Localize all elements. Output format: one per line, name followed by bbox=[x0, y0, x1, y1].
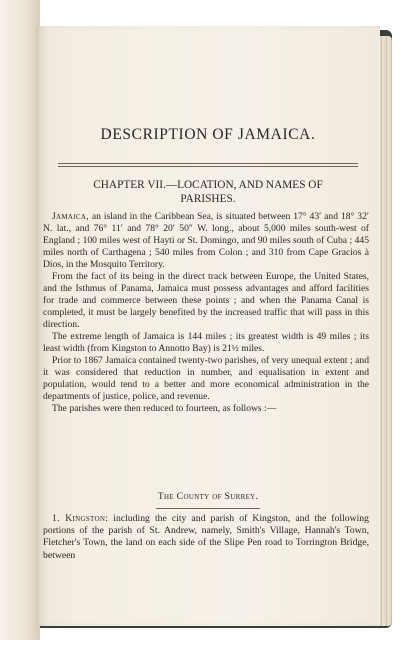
chapter-heading bbox=[58, 178, 358, 206]
paragraph-trade: From the fact of its being in the direct track between Europe, the United States, and the Isthmus of Panama, Jamaica must possess advantages and afford facilities for trade and commerce between these points ; and when the Panama Canal is completed, it must be largely benefited by the increased traffic that will pass in this direction. bbox=[43, 271, 369, 330]
parish-text: including the city and parish of Kingston, and the following portions of the parish of St. Andrew, namely, Smith's Village, Hannah's Town, Fletcher's Town, the land on each side of the Slipe Pen road to Torrington Bridge, between bbox=[43, 513, 369, 561]
chapter-heading-line1: CHAPTER VII.—LOCATION, AND NAMES OF bbox=[93, 179, 323, 191]
left-page-edge bbox=[0, 0, 40, 640]
county-rule bbox=[156, 508, 260, 509]
paragraph-text: an island in the Caribbean Sea, is situated between 17° 43′ and 18° 32′ N. lat., and 76° 11′ and 78° 20′ 50″ W. long., about 5,000 miles south-west of England ; 100 miles west of Hayti or St. Domingo, and 90 miles south of Cuba ; 445 miles north of Carthagena ; 540 miles from Colon ; and 310 from Cape Gracios à Dios, in the Mosquito Territory. bbox=[43, 211, 369, 270]
paragraph-lead: Jamaica, bbox=[52, 211, 89, 222]
title-rule bbox=[58, 163, 358, 167]
document-title: DESCRIPTION OF JAMAICA. bbox=[100, 126, 316, 143]
book-page bbox=[36, 26, 380, 626]
county-heading: The County of Surrey. bbox=[157, 491, 259, 502]
chapter-body bbox=[43, 211, 369, 415]
paragraph-location bbox=[43, 211, 369, 271]
parish-section bbox=[43, 513, 369, 562]
parish-kingston bbox=[43, 513, 369, 562]
parish-lead: 1. Kingston: bbox=[52, 513, 109, 524]
paragraph-history: Prior to 1867 Jamaica contained twenty-two parishes, of very unequal extent ; and it was considered that reduction in number, and equalisation in extent and population, would tend to a better and more economical administration in the departments of justice, police, and revenue. bbox=[43, 355, 369, 402]
paragraph-dimensions: The extreme length of Jamaica is 144 miles ; its greatest width is 49 miles ; its least width (from Kingston to Annotto Bay) is 21½ miles. bbox=[43, 331, 369, 354]
chapter-heading-line2: PARISHES. bbox=[180, 193, 236, 205]
paragraph-parishes-intro: The parishes were then reduced to fourteen, as follows :— bbox=[52, 403, 277, 414]
